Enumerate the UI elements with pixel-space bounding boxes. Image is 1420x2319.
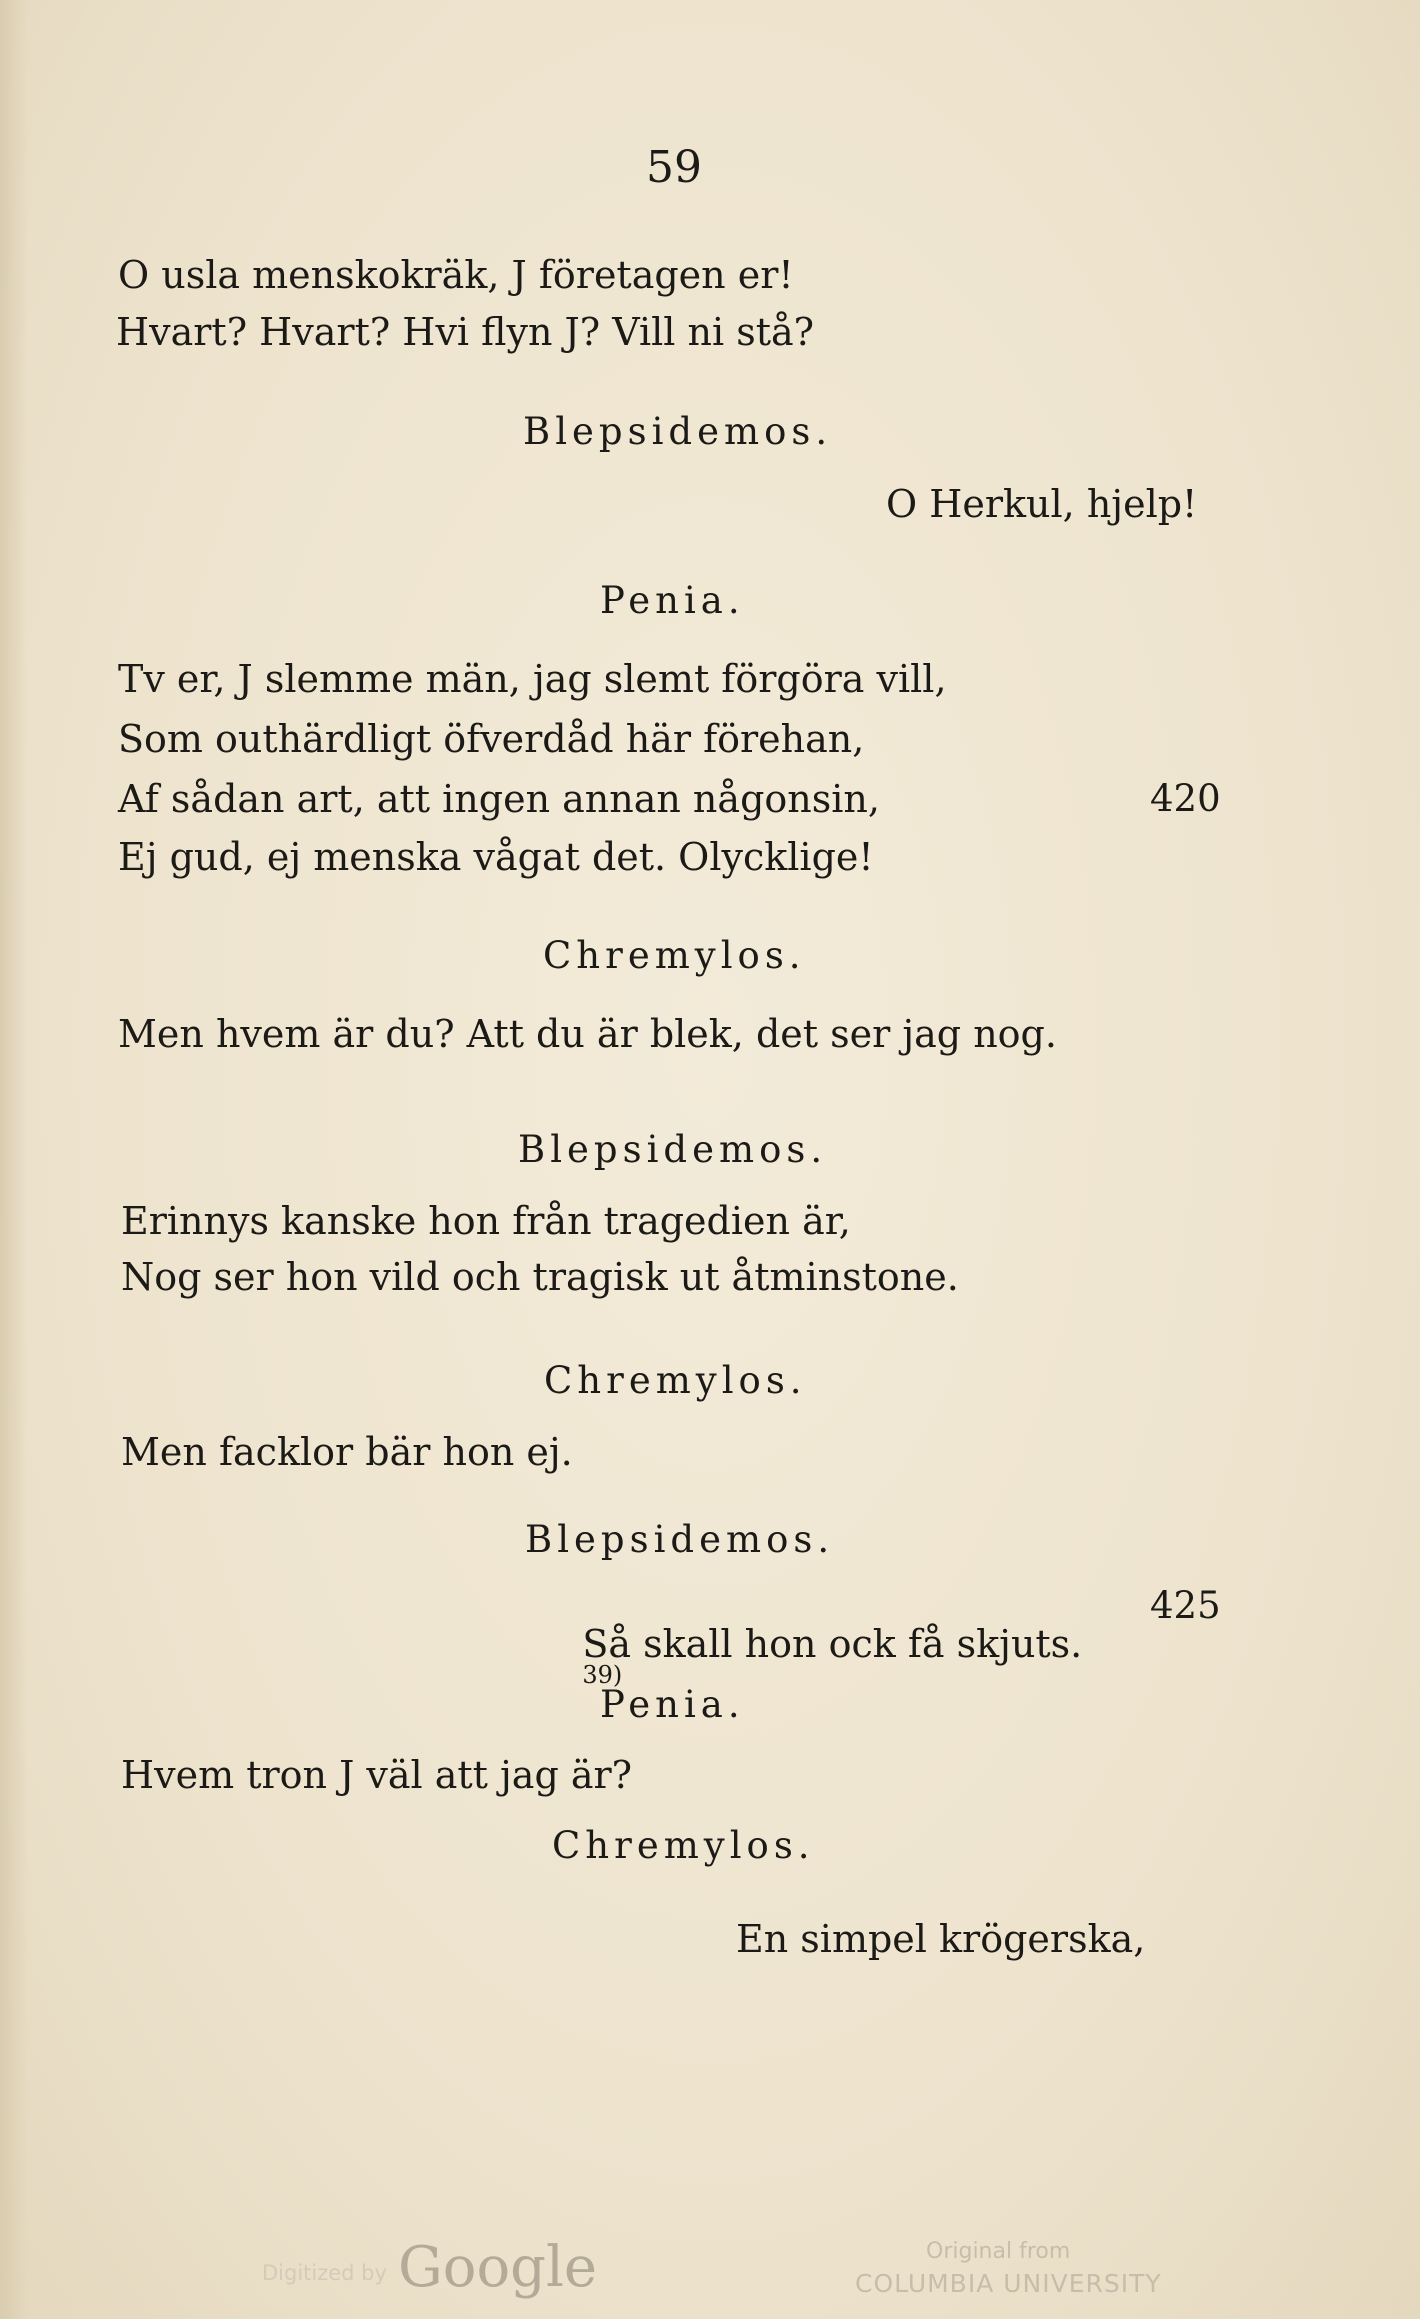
- speaker-name: Blepsidemos.: [523, 410, 833, 453]
- digitization-footer: [0, 2235, 1420, 2305]
- speaker-name: Chremylos.: [552, 1824, 815, 1867]
- verse-line: Nog ser hon vild och tragisk ut åtminstone.: [121, 1255, 959, 1299]
- verse-line: Men facklor bär hon ej.: [121, 1430, 573, 1474]
- verse-line: Som outhärdligt öfverdåd här förehan,: [118, 717, 865, 761]
- google-logo: Google: [398, 2235, 598, 2300]
- page-number: 59: [646, 142, 702, 193]
- university-label: COLUMBIA UNIVERSITY: [855, 2269, 1162, 2298]
- speaker-name: Blepsidemos.: [525, 1518, 835, 1561]
- verse-line: Ej gud, ej menska vågat det. Olycklige!: [118, 835, 874, 879]
- speaker-name: Penia.: [600, 1683, 745, 1726]
- speaker-name: Blepsidemos.: [518, 1128, 828, 1171]
- page-edge-shadow: [0, 0, 28, 2319]
- verse-line: Af sådan art, att ingen annan någonsin,: [118, 777, 880, 821]
- line-number: 425: [1150, 1584, 1221, 1627]
- speaker-name: Penia.: [600, 579, 745, 622]
- verse-line: O Herkul, hjelp!: [886, 482, 1198, 526]
- verse-line: Men hvem är du? Att du är blek, det ser jag nog.: [118, 1012, 1057, 1056]
- speaker-name: Chremylos.: [543, 934, 806, 977]
- verse-text: Så skall hon ock få skjuts.: [582, 1622, 1083, 1666]
- verse-line: Erinnys kanske hon från tragedien är,: [121, 1199, 851, 1243]
- verse-line: En simpel krögerska,: [736, 1917, 1146, 1961]
- footnote-reference: 39): [582, 1661, 623, 1689]
- verse-line: Tv er, J slemme män, jag slemt förgöra vill,: [118, 657, 947, 701]
- original-from-label: Original from: [926, 2239, 1071, 2264]
- verse-line: Hvem tron J väl att jag är?: [121, 1753, 633, 1797]
- digitized-by-label: Digitized by: [262, 2261, 387, 2285]
- verse-line: O usla menskokräk, J företagen er!: [118, 253, 794, 297]
- line-number: 420: [1150, 777, 1221, 820]
- verse-line: Hvart? Hvart? Hvi flyn J? Vill ni stå?: [116, 310, 815, 354]
- speaker-name: Chremylos.: [544, 1359, 807, 1402]
